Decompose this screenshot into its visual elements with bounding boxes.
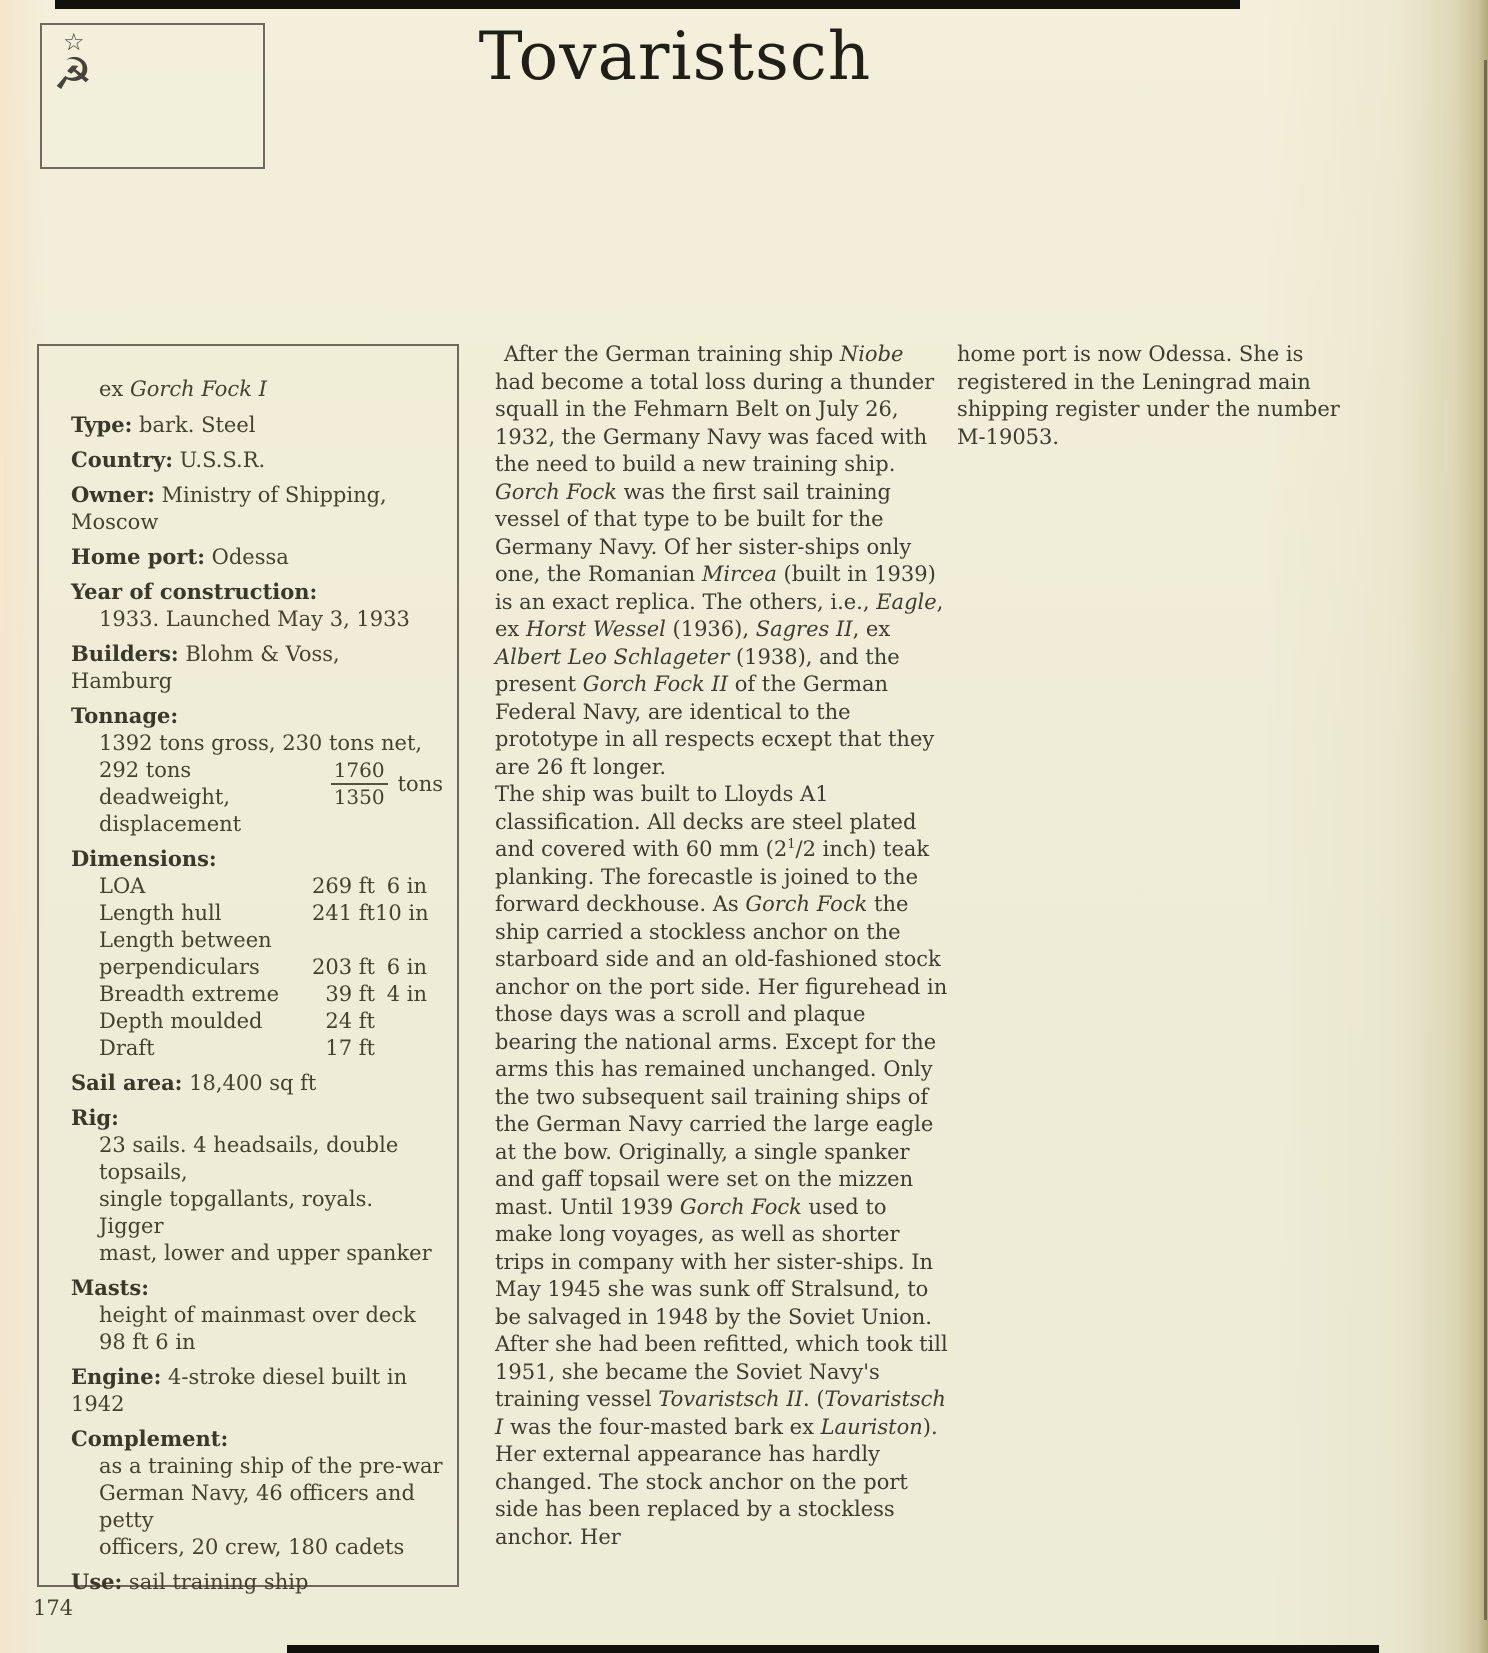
spec-entry: Builders: Blohm & Voss, Hamburg (71, 641, 340, 693)
tonnage-fraction: $\frac{1760}{1350}$ (331, 759, 388, 809)
spec-ex-line: ex Gorch Fock I (99, 377, 267, 401)
spec-label: Rig: (71, 1105, 119, 1130)
dimension-row: Length between (99, 928, 272, 952)
article-paragraph: The ship was built to Lloyds A1 classification. All decks are steel plated and covered with 60 mm ($2^1/2$ inch) teak planking. The forecastle is joined to the forward deckhouse. As Gorch Fock the ship carried a stockless anchor on the starboard side and an old-fashioned stock anchor on the port side. Her figurehead in those days was a scroll and plaque bearing the national arms. Except for the arms this has remained unchanged. Only the two subsequent sail training ships of the German Navy carried the large eagle at the bow. Originally, a single spanker and gaff topsail were set on the mizzen mast. Until 1939 Gorch Fock used to make long voyages, as well as shorter trips in company with her sister-ships. In May 1945 she was sunk off Stralsund, to be salvaged in 1948 by the Soviet Union. After she had been refitted, which took till 1951, she became the Soviet Navy's training vessel Tovaristsch II. (Tovaristsch I was the four-masted bark ex Lauriston). Her external appearance has hardly changed. The stock anchor on the port side has been replaced by a stockless anchor. Her (495, 782, 948, 1549)
spec-label: Use: (71, 1569, 123, 1594)
page-title: Tovaristsch (478, 18, 872, 95)
spec-label: Builders: (71, 641, 179, 666)
dimension-row: perpendiculars 203 ft 6 in (99, 955, 427, 979)
bottom-edge-bar (287, 1645, 1379, 1653)
dimension-row: Breadth extreme 39 ft 4 in (99, 982, 427, 1006)
spec-label: Dimensions: (71, 846, 217, 871)
article-paragraph: home port is now Odessa. She is registered in the Leningrad main shipping register under the number M-19053. (957, 342, 1340, 449)
hammer-sickle-icon: ☭ (53, 49, 93, 100)
spec-entry: Rig: 23 sails. 4 headsails, double topsails, single topgallants, royals. Jigger mast, lower and upper spanker (71, 1105, 432, 1265)
article-column-right (957, 341, 1357, 451)
page-number: 174 (33, 1596, 74, 1620)
spec-entry: Type: bark. Steel (71, 412, 256, 437)
spec-entries (71, 411, 443, 1596)
spec-label: Type: (71, 412, 133, 437)
dimension-row: LOA 269 ft 6 in (99, 874, 427, 898)
spec-entry: Use: sail training ship (71, 1569, 309, 1594)
spec-entry: Year of construction: 1933. Launched May 3, 1933 (71, 579, 410, 631)
spec-entry: Country: U.S.S.R. (71, 447, 266, 472)
spec-label: Engine: (71, 1364, 162, 1389)
spec-label: Owner: (71, 482, 155, 507)
spec-entry: Complement: as a training ship of the pre-war German Navy, 46 officers and petty officers, 20 crew, 180 cadets (71, 1426, 443, 1559)
page-right-edge-shadow (1484, 60, 1487, 1620)
star-icon: ☆ (63, 28, 85, 56)
spec-label: Year of construction: (71, 579, 318, 604)
spec-entry: Home port: Odessa (71, 544, 289, 569)
dimension-row: Draft 17 ft (99, 1036, 375, 1060)
spec-box (37, 344, 459, 1594)
spec-label: Masts: (71, 1275, 149, 1300)
article-paragraph: After the German training ship Niobe had become a total loss during a thunder squall in the Fehmarn Belt on July 26, 1932, the Germany Navy was faced with the need to build a new training ship. Gorch Fock was the first sail training vessel of that type to be built for the Germany Navy. Of her sister-ships only one, the Romanian Mircea (built in 1939) is an exact replica. The others, i.e., Eagle, ex Horst Wessel (1936), Sagres II, ex Albert Leo Schlageter (1938), and the present Gorch Fock II of the German Federal Navy, are identical to the prototype in all respects ecxept that they are 26 ft longer. (495, 342, 944, 779)
article-column-middle (495, 341, 948, 1551)
spec-label: Sail area: (71, 1070, 183, 1095)
spec-label: Home port: (71, 544, 205, 569)
top-edge-bar (55, 0, 1240, 9)
spec-entry: Sail area: 18,400 sq ft (71, 1070, 317, 1095)
spec-label: Tonnage: (71, 703, 179, 728)
spec-entry (71, 845, 443, 1062)
dimension-row: Depth moulded 24 ft (99, 1009, 375, 1033)
spec-entry: Masts: height of mainmast over deck 98 ft 6 in (71, 1275, 416, 1354)
spec-label: Country: (71, 447, 173, 472)
spec-entry: Owner: Ministry of Shipping, Moscow (71, 482, 387, 534)
spec-entry: Tonnage: 1392 tons gross, 230 tons net, 292 tons deadweight, $\frac{1760}{1350}$ tons displacement (71, 703, 443, 836)
spec-entry: Engine: 4-stroke diesel built in 1942 (71, 1364, 408, 1416)
spec-label: Complement: (71, 1426, 229, 1451)
dimension-row: Length hull 241 ft 10 in (99, 901, 429, 925)
